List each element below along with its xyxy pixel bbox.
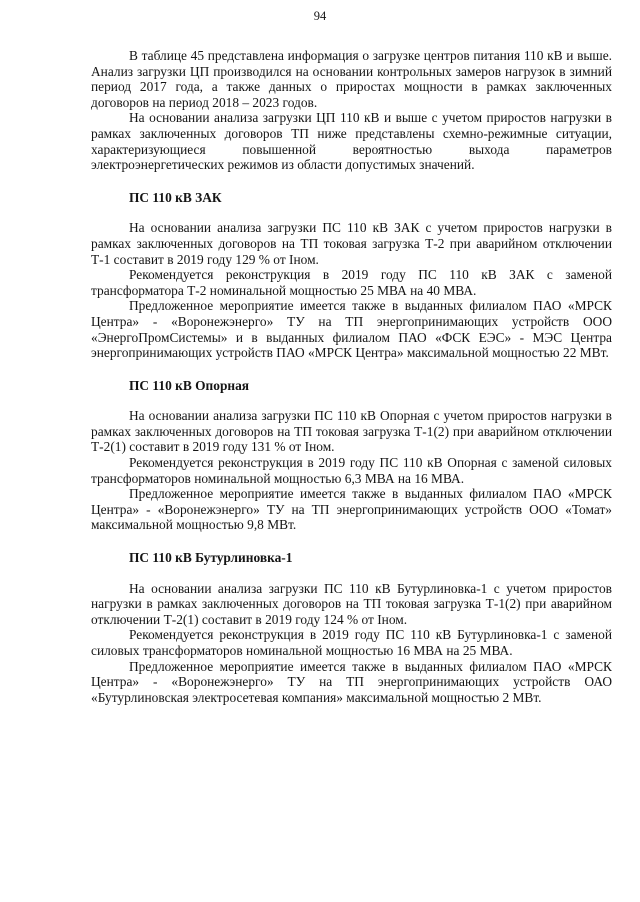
zak-paragraph-3: Предложенное мероприятие имеется также в выданных филиалом ПАО «МРСК Центра» - «Воронежэнерго» ТУ на ТП энергопринимающих устройств ООО «ЭнергоПромСистемы» и в выданных филиалом ПАО «ФСК ЕЭС» - МЭС Центра энергопринимающих устройств ПАО «МРСК Центра» максимальной мощностью 22 МВт. [91,298,612,361]
section-heading-buturlinovka: ПС 110 кВ Бутурлиновка-1 [129,550,293,566]
intro-paragraph-1: В таблице 45 представлена информация о загрузке центров питания 110 кВ и выше. Анализ загрузки ЦП производился на основании контрольных замеров нагрузок в зимний период 2017 года, а также данных о приростах мощности в рамках заключенных договоров на период 2018 – 2023 годов. [91,48,612,110]
opornaya-paragraph-1: На основании анализа загрузки ПС 110 кВ Опорная с учетом приростов нагрузки в рамках заключенных договоров на ТП токовая загрузка Т-1(2) при аварийном отключении Т-2(1) составит в 2019 году 131 % от Iном. [91,408,612,455]
opornaya-paragraph-2: Рекомендуется реконструкция в 2019 году ПС 110 кВ Опорная с заменой силовых трансформаторов номинальной мощностью 6,3 МВА на 16 МВА. [91,455,612,486]
intro-paragraph-2: На основании анализа загрузки ЦП 110 кВ и выше с учетом приростов нагрузки в рамках заключенных договоров ТП ниже представлены схемно-режимные ситуации, характеризующиеся повышенной вероятностью выхода параметров электроэнергетических режимов из области допустимых значений. [91,110,612,173]
opornaya-paragraph-3: Предложенное мероприятие имеется также в выданных филиалом ПАО «МРСК Центра» - «Воронежэнерго» ТУ на ТП энергопринимающих устройств ООО «Томат» максимальной мощностью 9,8 МВт. [91,486,612,533]
zak-paragraph-1: На основании анализа загрузки ПС 110 кВ ЗАК с учетом приростов нагрузки в рамках заключенных договоров на ТП токовая загрузка Т-2 при аварийном отключении Т-1 составит в 2019 году 129 % от Iном. [91,220,612,267]
page-content [91,48,612,705]
buturlinovka-paragraph-2: Рекомендуется реконструкция в 2019 году ПС 110 кВ Бутурлиновка-1 с заменой силовых трансформаторов номинальной мощностью 16 МВА на 25 МВА. [91,627,612,658]
buturlinovka-paragraph-1: На основании анализа загрузки ПС 110 кВ Бутурлиновка-1 с учетом приростов нагрузки в рамках заключенных договоров на ТП токовая загрузка Т-1(2) при аварийном отключении Т-2(1) составит в 2019 году 124 % от Iном. [91,580,612,627]
page-number: 94 [313,9,327,23]
section-heading-zak: ПС 110 кВ ЗАК [129,189,222,205]
section-heading-opornaya: ПС 110 кВ Опорная [129,377,250,393]
zak-paragraph-2: Рекомендуется реконструкция в 2019 году ПС 110 кВ ЗАК с заменой трансформатора Т-2 номинальной мощностью 25 МВА на 40 МВА. [91,267,612,298]
buturlinovka-paragraph-3: Предложенное мероприятие имеется также в выданных филиалом ПАО «МРСК Центра» - «Воронежэнерго» ТУ на ТП энергопринимающих устройств ОАО «Бутурлиновская электросетевая компания» максимальной мощностью 2 МВт. [91,658,612,705]
